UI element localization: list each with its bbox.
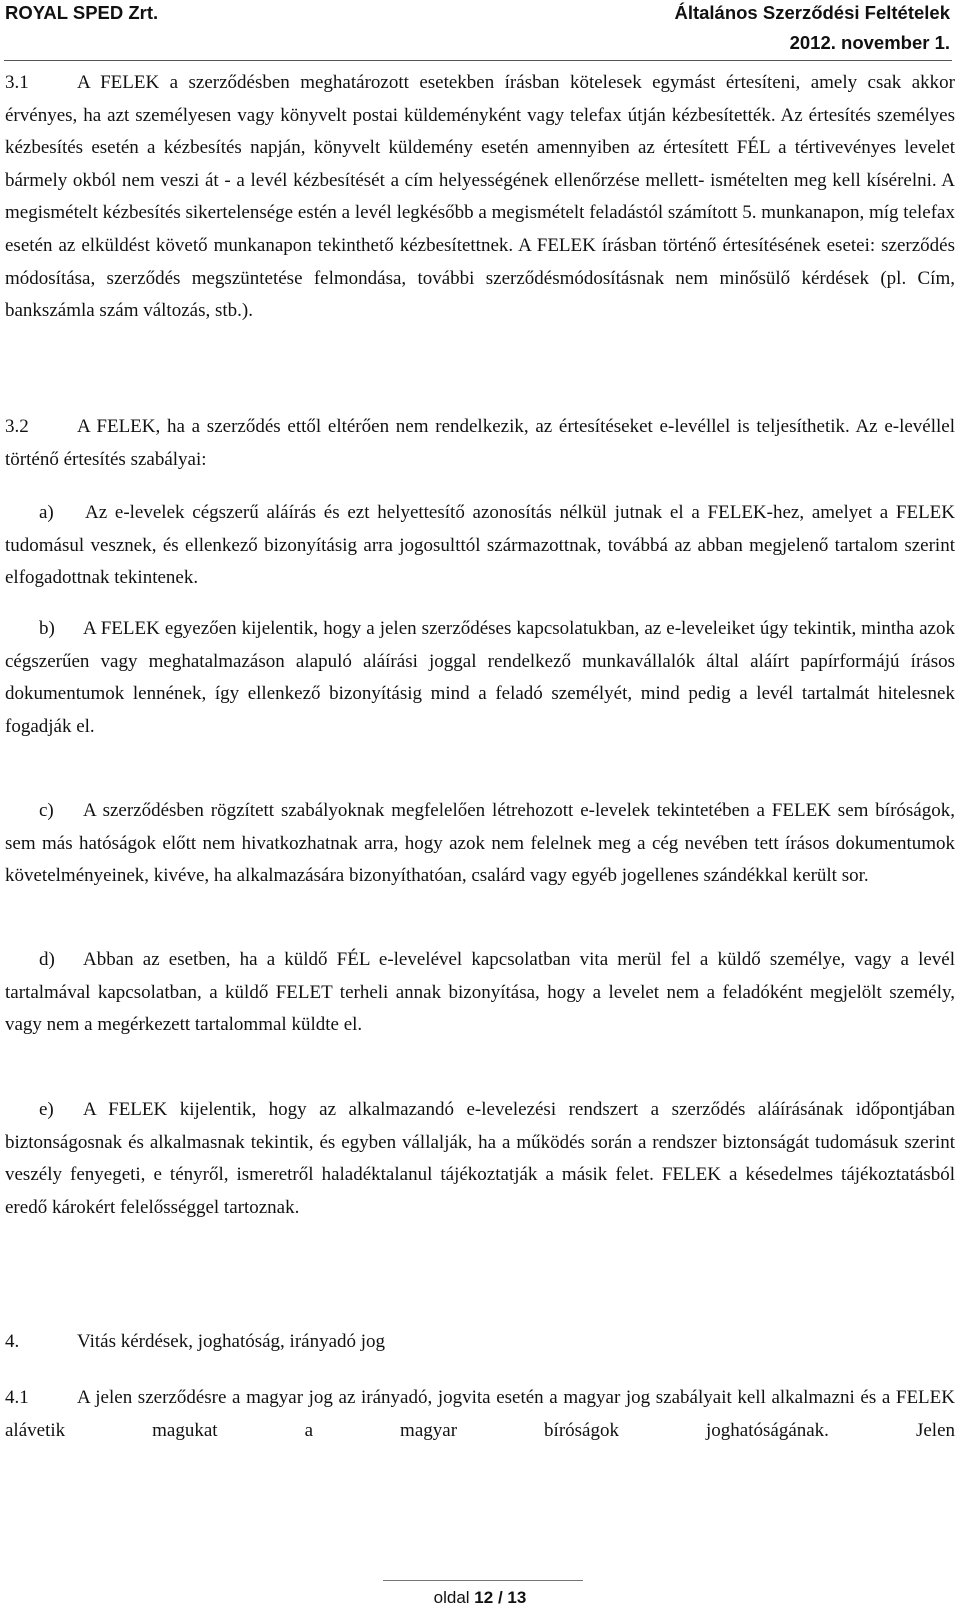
section-text: A FELEK a szerződésben meghatározott esetekben írásban kötelesek egymást értesíteni, amely csak akkor érvényes, ha azt személyesen vagy könyvelt postai küldeményként vagy telefax útján kézbesítették. Az értesítés személyes kézbesítés esetén a kézbesítés napján, könyvelt küldemény esetén amennyiben az értesített FÉL a tértivevényes levelet bármely okból nem veszi át - a levél kézbesítését a cím helyességének ellenőrzése mellett- ismételten meg kell kísérelni. A megismételt kézbesítés sikertelensége estén a levél legkésőbb a megismételt feladástól számított 5. munkanapon, míg telefax esetén az elküldést követő munkanapon tekinthető kézbesítettnek. A FELEK írásban történő értesítésének esetei: szerződés módosítása, szerződés megszüntetése felmondása, további szerződésmódosításnak nem minősülő kérdések (pl. Cím, bankszámla szám változás, stb.).: [5, 72, 955, 322]
section-3-2: [5, 411, 955, 476]
section-number: 3.2: [5, 416, 29, 437]
section-number: 4.: [5, 1331, 20, 1352]
footer-prefix: oldal: [433, 1588, 470, 1607]
footer-separator: /: [497, 1588, 503, 1607]
list-item-c: [5, 795, 955, 893]
list-item-label: e): [39, 1099, 54, 1120]
section-4-heading: [5, 1326, 955, 1359]
list-item-text: Az e-levelek cégszerű aláírás és ezt helyettesítő azonosítás nélkül jutnak el a FELEK-hez, amelyet a FELEK tudomásul vesznek, és ellenkező bizonyításig arra jogosulttól származottnak, továbbá az abban megjelenő tartalom szerint elfogadottnak tekintenek.: [5, 502, 955, 589]
section-4-1: [5, 1382, 955, 1447]
list-item-label: b): [39, 618, 55, 639]
footer-page-number: 12: [474, 1588, 494, 1607]
footer-divider: [383, 1580, 583, 1581]
header-divider: [4, 60, 952, 61]
list-item-text: A szerződésben rögzített szabályoknak megfelelően létrehozott e-levelek tekintetében a FELEK sem bíróságok, sem más hatóságok előtt nem hivatkozhatnak arra, hogy azok nem felelnek meg a cég nevében tett írásos dokumentumok követelményeinek, kivéve, ha alkalmazására bizonyíthatóan, csalárd vagy egyéb jogellenes szándékkal került sor.: [5, 800, 955, 887]
section-text: A FELEK, ha a szerződés ettől eltérően nem rendelkezik, az értesítéseket e-levéllel is teljesíthetik. Az e-levéllel történő értesítés szabályai:: [5, 416, 955, 470]
header-date: 2012. november 1.: [789, 32, 950, 53]
section-number: 3.1: [5, 72, 29, 93]
list-item-label: c): [39, 800, 54, 821]
section-title: Vitás kérdések, joghatóság, irányadó jog: [77, 1331, 386, 1352]
list-item-b: [5, 613, 955, 743]
footer-page-total: 13: [507, 1588, 527, 1607]
section-3-1: [5, 67, 955, 328]
list-item-d: [5, 944, 955, 1042]
page-footer: [0, 1588, 960, 1608]
list-item-e: [5, 1094, 955, 1224]
header-document-title: Általános Szerződési Feltételek: [674, 2, 950, 23]
list-item-label: a): [39, 502, 54, 523]
section-text: A jelen szerződésre a magyar jog az irányadó, jogvita esetén a magyar jog szabályait kell alkalmazni és a FELEK alávetik magukat a magyar bíróságok joghatóságának. Jelen: [5, 1387, 955, 1441]
section-number: 4.1: [5, 1387, 29, 1408]
list-item-text: A FELEK egyezően kijelentik, hogy a jelen szerződéses kapcsolatukban, az e-leveleiket úgy tekintik, mintha azok cégszerűen vagy meghatalmazáson alapuló aláírási joggal rendelkező munkavállalók által aláírt papírformájú írásos dokumentumok lennének, így ellenkező bizonyításig mind a feladó személyét, mind pedig a levél tartalmát hitelesnek fogadják el.: [5, 618, 955, 737]
list-item-text: A FELEK kijelentik, hogy az alkalmazandó e-levelezési rendszert a szerződés aláírásának időpontjában biztonságosnak és alkalmasnak tekintik, és egyben vállalják, ha a működés során a rendszer biztonságát tudomásuk szerint veszély fenyegeti, e tényről, ismeretről haladéktalanul tájékoztatják a másik felet. FELEK a késedelmes tájékoztatásból eredő károkért felelősséggel tartoznak.: [5, 1099, 955, 1218]
list-item-label: d): [39, 949, 55, 970]
header-company: ROYAL SPED Zrt.: [5, 2, 159, 23]
list-item-text: Abban az esetben, ha a küldő FÉL e-levelével kapcsolatban vita merül fel a küldő személye, vagy a levél tartalmával kapcsolatban, a küldő FELET terheli annak bizonyítása, hogy a levelet nem a feladóként megjelölt személy, vagy nem a megérkezett tartalommal küldte el.: [5, 949, 955, 1036]
list-item-a: [5, 497, 955, 595]
